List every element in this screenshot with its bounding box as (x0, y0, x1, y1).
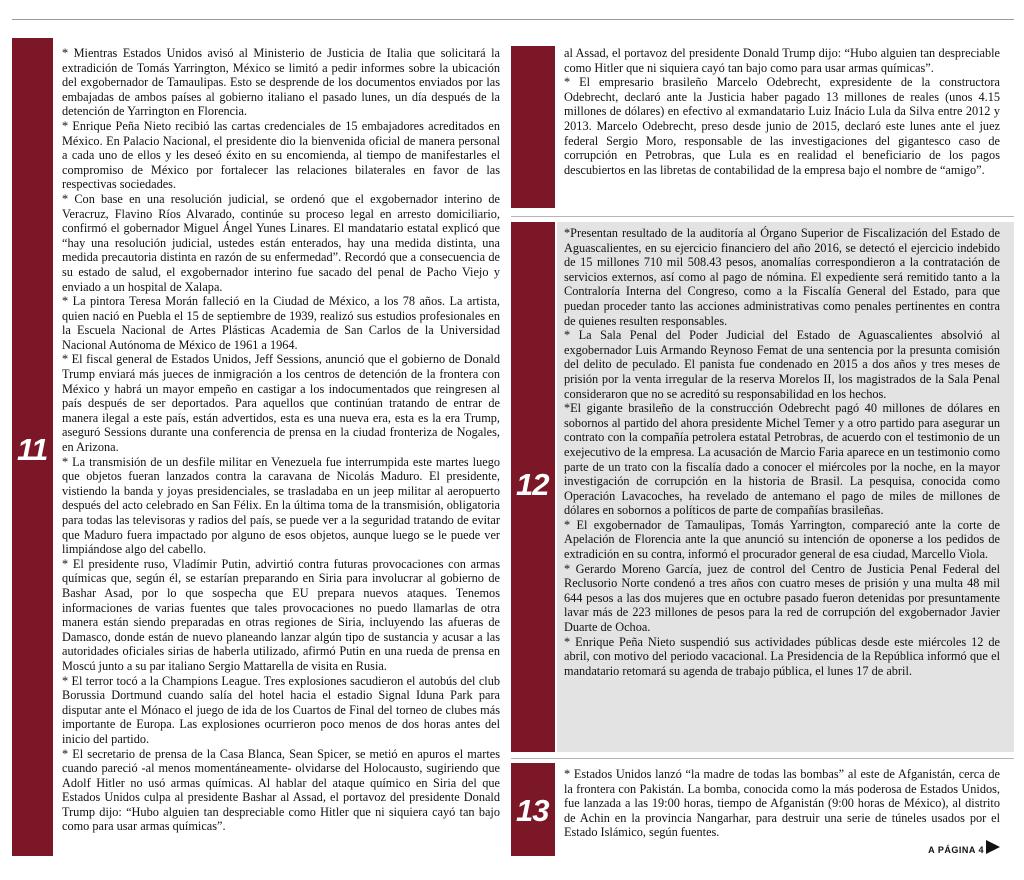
news-item: * Mientras Estados Unidos avisó al Ministerio de Justicia de Italia que solicitará la extradición de Tomás Yarrington, México se limitó a pedir informes sobre la ubicación del exgobernador de Tamaulipas. Esto se desprende de los documentos enviados por las embajadas de ambos países al gobierno italiano el pasado lunes, un día después de la detención de Yarrington en Florencia. (62, 46, 500, 119)
news-item: * Gerardo Moreno García, juez de control del Centro de Justicia Penal Federal del Reclusorio Norte condenó a tres años con cuatro meses de prisión y una multa 48 mil 644 pesos a las dos mujeres que en octubre pasado fueron detenidas por presuntamente lavar más de 223 millones de pesos para la red de corrupción del exgobernador Javier Duarte de Ochoa. (564, 561, 1000, 635)
news-item: * La pintora Teresa Morán falleció en la Ciudad de México, a los 78 años. La artista, quien nació en Puebla el 15 de septiembre de 1939, realizó sus estudios profesionales en la Escuela Nacional de Artes Plásticas Academia de San Carlos de la Universidad Nacional Autónoma de México de 1961 a 1964. (62, 294, 500, 352)
continue-page-label: A PÁGINA 4 (928, 845, 984, 855)
day-11-column-left (62, 46, 500, 858)
day-11-number: 11 (17, 432, 48, 467)
news-item: * Enrique Peña Nieto suspendió sus actividades públicas desde este miércoles 12 de abril, con motivo del periodo vacacional. La Presidencia de la República informó que el mandatario retomará su agenda de trabajo pública, el lunes 17 de abril. (564, 634, 1000, 678)
news-item: * Enrique Peña Nieto recibió las cartas credenciales de 15 embajadores acreditados en México. En Palacio Nacional, el presidente dio la bienvenida oficial de manera personal a cada uno de ellos y les deseó éxito en su encomienda, al tiempo de manifestarles el compromiso de México por fortalecer las relaciones bilaterales en favor de las respectivas sociedades. (62, 118, 500, 192)
news-item: * La Sala Penal del Poder Judicial del Estado de Aguascalientes absolvió al exgobernador Luis Armando Reynoso Femat de una sentencia por la presunta comisión del delito de peculado. El panista fue condenado en 2015 a dos años y tres meses de prisión por la venta irregular de la reserva Morelos II, los magistrados de la Sala Penal consideraron que no se acreditó su responsabilidad en los hechos. (564, 328, 1000, 401)
day-11-column-right (564, 46, 1000, 210)
day-11-bar-continued (511, 46, 555, 208)
day-13-number: 13 (516, 793, 549, 828)
news-item: * El fiscal general de Estados Unidos, Jeff Sessions, anunció que el gobierno de Donald Trump enviará más jueces de inmigración a los centros de detención de la frontera con México y habrá un mayor empeño en castigar a los indocumentados que reingresen al país después de ser deportados. Para aquellos que continúan tratando de entrar de manera ilegal a este país, están advertidos, esta es una nueva era, esta es la era Trump, aseguró Sessions durante una conferencia de prensa en la ciudad fronteriza de Nogales, en Arizona. (62, 352, 500, 455)
day-12-column (564, 226, 1000, 750)
news-item: * La transmisión de un desfile militar en Venezuela fue interrumpida este martes luego que objetos fueran lanzados contra la caravana de Nicolás Maduro. El presidente, vistiendo la banda y joyas presidenciales, se trasladaba en un jeep militar al aeropuerto después del acto celebrado en San Félix. En la última toma de la transmisión, obligatoria para todas las televisoras y radios del país, se puede ver a la seguridad tratando de evitar que Maduro fuera impactado por alguno de esos objetos, aunque luego se le puede ver limpiándose algo del cabello. (62, 454, 500, 557)
news-item: *El gigante brasileño de la construcción Odebrecht pagó 40 millones de dólares en sobornos al partido del ahora presidente Michel Temer y a otro partido para asegurar un contrato con la compañía petrolera estatal Petrobras, de acuerdo con el testimonio de un exejecutivo de la empresa. La acusación de Marcio Faria aparece en un testimonio como parte de un trato con la fiscalía dado a conocer el miércoles por la noche, en la mayor investigación de corrupción en la historia de Brasil. La pesquisa, conocida como Operación Lavacoches, ha revelado de antemano el pago de miles de millones de dólares en sobornos a políticos de parte de compañías brasileñas. (564, 401, 1000, 518)
arrow-right-icon (986, 840, 1000, 854)
news-item: * El exgobernador de Tamaulipas, Tomás Yarrington, compareció ante la corte de Apelación de Florencia ante la que anunció su intención de oponerse a los pedidos de extradición en su contra, informó el procurador general de esa ciudad, Marcello Viola. (564, 517, 1000, 562)
news-item: * Estados Unidos lanzó “la madre de todas las bombas” al este de Afganistán, cerca de la frontera con Pakistán. La bomba, conocida como la más poderosa de Estados Unidos, fue lanzada a las 19:00 horas, tiempo de Afganistán (9:00 horas de México), al distrito de Achin en la provincia Nangarhar, para destruir una serie de túneles usados por el Estado Islámico, según fuentes. (564, 767, 1000, 839)
news-item: * El presidente ruso, Vladímir Putin, advirtió contra futuras provocaciones con armas químicas que, según él, se estarían preparando en Siria para involucrar al gobierno de Bashar Asad, por lo que sospecha que EU prepara nuevos ataques. Tenemos informaciones de varias fuentes que tales provocaciones no puedo llamarlas de otra manera están siendo preparadas en otras regiones de Siria, incluyendo las afueras de Damasco, donde están de nuevo planeando lanzar algún tipo de sustancia y acusar a las autoridades oficiales sirias de haberla utilizado, afirmó Putin en una rueda de prensa en Moscú junto a su par italiano Sergio Mattarella de visita en Rusia. (62, 556, 500, 673)
top-rule (12, 19, 1014, 20)
day-13-column (564, 767, 1000, 839)
news-item: * El terror tocó a la Champions League. Tres explosiones sacudieron el autobús del club Borussia Dortmund cuando salía del hotel hacia el estadio Signal Iduna Park para disputar ante el Mónaco el juego de ida de los Cuartos de Final del torneo de clubes más importante de Europa. Las explosiones ocurrieron poco menos de dos horas antes del inicio del partido. (62, 673, 500, 746)
news-item-continued: al Assad, el portavoz del presidente Donald Trump dijo: “Hubo alguien tan despreciable como Hitler que ni siquiera cayó tan bajo como para usar armas químicas”. (564, 46, 1000, 75)
section-divider (511, 216, 1014, 217)
news-item: * Con base en una resolución judicial, se ordenó que el exgobernador interino de Veracruz, Flavino Ríos Alvarado, continúe su proceso legal en arresto domiciliario, confirmó el gobernador Miguel Ángel Yunes Linares. El mandatario estatal explicó que “hay una resolución judicial, ustedes están enterados, hay una medida distinta, una medida precautoria distinta en razón de su enfermedad”. Recordó que a consecuencia de su estado de salud, el exgobernador interino fue sacado del penal de Pacho Viejo y enviado a un hospital de Xalapa. (62, 191, 500, 294)
news-item: *Presentan resultado de la auditoría al Órgano Superior de Fiscalización del Estado de Aguascalientes, en su ejercicio financiero del año 2016, se detectó el ejercicio indebido de 15 millones 710 mil 508.43 pesos, anomalías correspondieron a la contratación de servicios externos, así como al pago de nómina. El expediente será remitido tanto a la Contraloría Interna del Congreso, como a la Fiscalía General del Estado, para que puedan proceder tanto las acciones administrativas como penales pertinentes en contra de quienes resulten responsables. (564, 226, 1000, 328)
day-12-number: 12 (516, 467, 549, 502)
section-divider (511, 758, 1014, 759)
news-item: * El secretario de prensa de la Casa Blanca, Sean Spicer, se metió en apuros el martes cuando pareció -al menos momentáneamente- olvidarse del Holocausto, sugiriendo que Adolf Hitler no usó armas químicas. Al hablar del ataque químico en Siria del que Estados Unidos culpa al presidente Bashar al Assad, el portavoz del presidente Donald Trump dijo: “Hubo alguien tan despreciable como Hitler que ni siquiera cayó tan bajo como para usar armas químicas”. (62, 746, 500, 834)
news-item: * El empresario brasileño Marcelo Odebrecht, expresidente de la constructora Odebrecht, declaró ante la Justicia haber pagado 13 millones de reales (unos 4.15 millones de dólares) en efectivo al exmandatario Luiz Inácio Lula da Silva entre 2012 y 2013. Marcelo Odebrecht, preso desde junio de 2015, declaró este lunes ante el juez federal Sergio Moro, responsable de las investigaciones del gigantesco caso de corrupción en Petrobras, que Lula es en realidad el beneficiario de los pagos descubiertos en las libretas de contabilidad de la empresa bajo el nombre de “amigo”. (564, 75, 1000, 177)
